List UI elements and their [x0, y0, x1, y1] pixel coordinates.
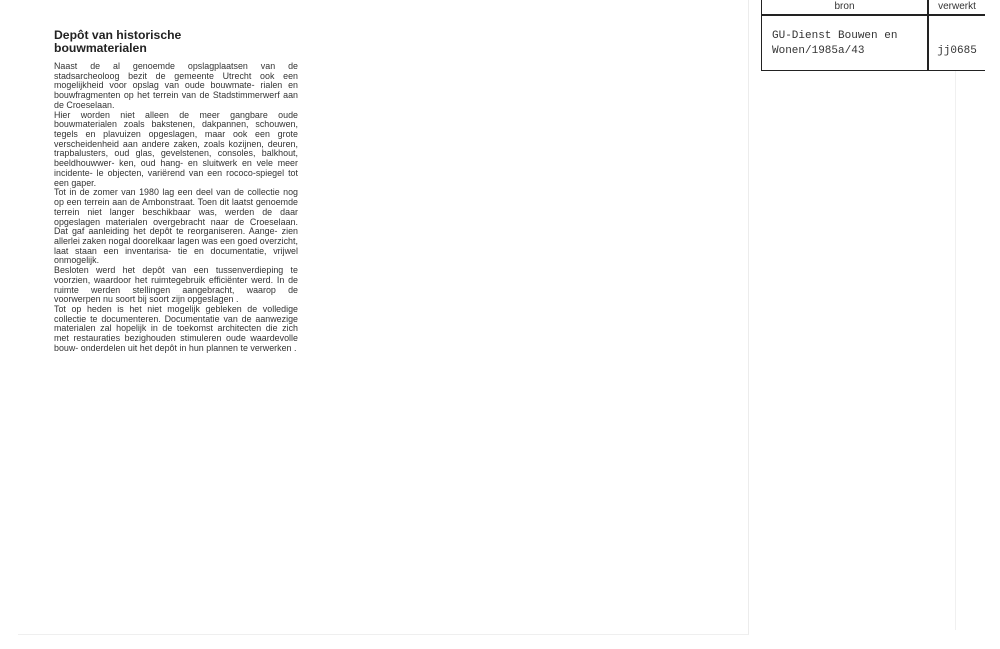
article-paragraph: Naast de al genoemde opslagplaatsen van de stadsarcheoloog bezit de gemeente Utrecht ook een mogelijkheid voor opslag van oude bouwmate- rialen en bouwfragmenten op het terrein van de Stadstimmerwerf aan de Croeselaan. [54, 61, 298, 110]
article-paragraph: Tot op heden is het niet mogelijk gebleken de volledige collectie te documenteren. Documentatie van de aanwezige materialen zal hopelijk in de toekomst architecten die zich met restauraties bezighouden stimuleren oude waardevolle bouw- onderdelen uit het depôt in hun plannen te verwerken . [54, 303, 298, 353]
scan-edge [955, 70, 956, 630]
header-verwerkt: verwerkt [938, 1, 976, 12]
source-table [761, 0, 985, 71]
article [54, 29, 298, 354]
bron-value: GU-Dienst Bouwen en Wonen/1985a/43 [772, 30, 898, 57]
verwerkt-value: jj0685 [937, 45, 977, 57]
header-bron: bron [834, 1, 855, 12]
article-paragraph: Besloten werd het depôt van een tussenverdieping te voorzien, waardoor het ruimtegebruik efficiënter werd. In de ruimte werden stellingen aangebracht, waarop de voorwerpen nu soort bij soort zijn opgeslagen . [54, 265, 298, 305]
article-body [54, 62, 298, 354]
article-paragraph: Tot in de zomer van 1980 lag een deel van de collectie nog op een terrein aan de Ambonstraat. Toen dit laatst genoemde terrein niet langer beschikbaar was, werden de daar opgeslagen materialen overgebracht naar de Croeselaan. Dat gaf aanleiding het depôt te reorganiseren. Aange- zien allerlei zaken nogal doorelkaar lagen was een goed overzicht, laat staan een inventarisa- tie en documentatie, vrijwel onmogelijk. [54, 187, 298, 266]
table-header-divider [762, 14, 985, 16]
article-paragraph: Hier worden niet alleen de meer gangbare oude bouwmaterialen zoals bakstenen, dakpannen, schouwen, tegels en plavuizen opgeslagen, maar ook een grote verscheidenheid aan andere zaken, zoals kozijnen, deuren, trapbalusters, oud glas, gevelstenen, consoles, balkhout, beeldhouwwer- ken, oud hang- en sluitwerk en vele meer incidente- le objecten, variërend van een rococo-spiegel tot een gaper. [54, 109, 298, 188]
article-title: Depôt van historische bouwmaterialen [54, 28, 182, 55]
